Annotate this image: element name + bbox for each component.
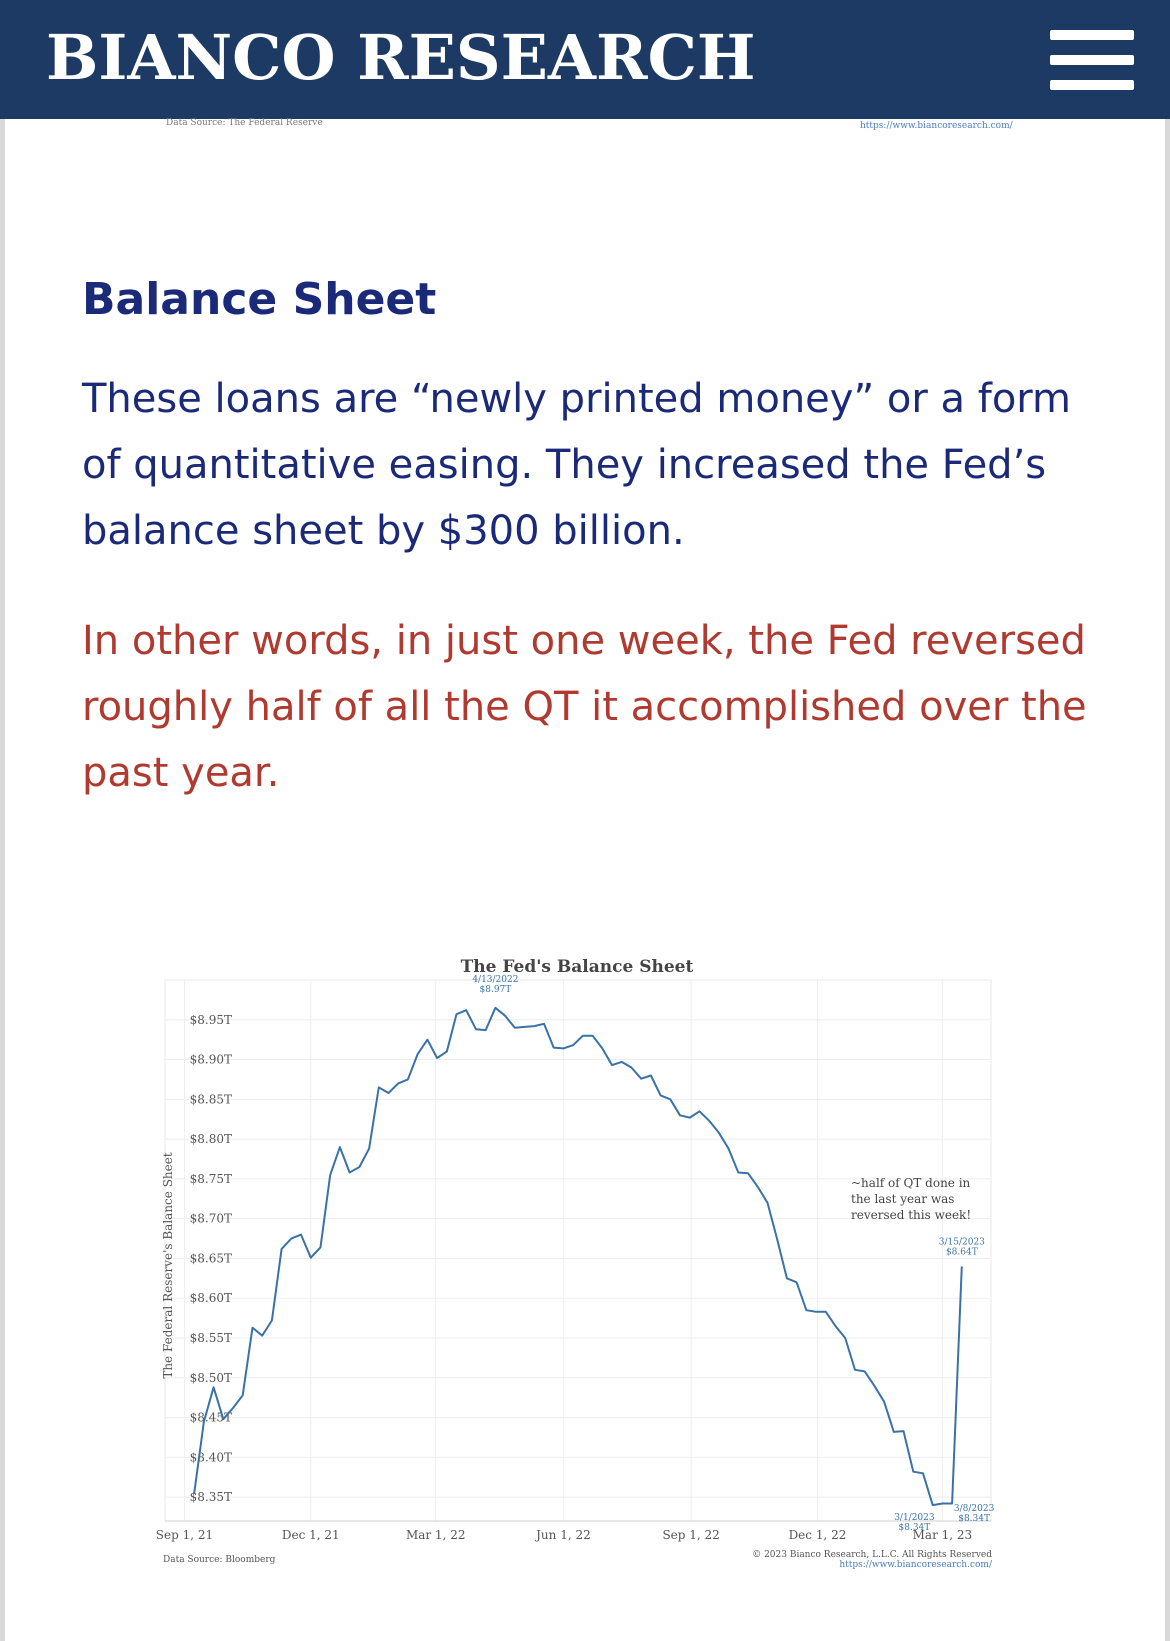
y-tick-label: $8.55T [189,1331,232,1346]
y-tick-label: $8.45T [189,1410,232,1425]
previous-chart-url[interactable]: https://www.biancoresearch.com/ [860,121,1013,131]
x-tick-label: Dec 1, 22 [788,1528,847,1542]
x-tick-label: Sep 1, 21 [155,1528,214,1542]
article-paragraph: These loans are “newly printed money” or a form of quantitative easing. They increased the Fed’s balance sheet by $300 billion. [82,376,1072,554]
balance-sheet-chart [140,945,1010,1575]
annotation-date: 4/13/2022 [472,974,519,985]
y-tick-label: $8.60T [189,1291,232,1306]
chart-note-line: reversed this week! [851,1208,972,1222]
left-frame-divider [0,119,5,1641]
annotation-date: 3/8/2023 [953,1504,995,1515]
chart-source: Data Source: Bloomberg [163,1555,276,1565]
site-header [0,0,1170,119]
annotation-date: 3/1/2023 [894,1513,935,1524]
chart-copyright: © 2023 Bianco Research, L.L.C. All Rights Reserved [752,1550,992,1560]
chart-note-line: ~half of QT done in [851,1176,971,1190]
plot-frame [165,980,991,1524]
y-tick-label: $8.90T [189,1052,232,1067]
y-tick-label: $8.35T [189,1490,232,1505]
y-tick-label: $8.95T [189,1012,232,1027]
site-logo[interactable]: BIANCO RESEARCH [46,21,756,94]
y-tick-label: $8.80T [189,1132,232,1147]
x-tick-label: Mar 1, 23 [912,1528,973,1542]
annotation-value: $8.34T [898,1523,931,1534]
y-tick-label: $8.70T [189,1211,232,1226]
y-tick-label: $8.50T [189,1370,232,1385]
y-axis-label: The Federal Reserve's Balance Sheet [161,1152,175,1379]
y-tick-label: $8.85T [189,1092,232,1107]
y-tick-label: $8.75T [189,1171,232,1186]
hamburger-menu-icon[interactable] [1050,28,1134,92]
annotation-value: $8.97T [479,984,512,995]
section-title: Balance Sheet [82,274,437,325]
x-tick-label: Dec 1, 21 [281,1528,340,1542]
right-frame-divider [1165,119,1170,1641]
chart-canvas [140,945,1010,1575]
chart-title: The Fed's Balance Sheet [460,957,694,977]
annotation-value: $8.64T [945,1247,978,1258]
balance-sheet-line [194,1008,962,1505]
article-highlight-paragraph: In other words, in just one week, the Fed reversed roughly half of all the QT it accomplished over the past year. [82,618,1087,796]
chart-url: https://www.biancoresearch.com/ [839,1560,992,1570]
y-tick-label: $8.65T [189,1251,232,1266]
annotation-value: $8.34T [958,1514,991,1525]
x-tick-label: Sep 1, 22 [662,1528,720,1542]
previous-chart-source: Data Source: The Federal Reserve [166,118,323,128]
x-tick-label: Mar 1, 22 [405,1528,466,1542]
y-tick-label: $8.40T [189,1450,232,1465]
chart-note-line: the last year was [851,1192,955,1206]
x-tick-label: Jun 1, 22 [536,1528,591,1542]
annotation-date: 3/15/2023 [938,1237,985,1248]
